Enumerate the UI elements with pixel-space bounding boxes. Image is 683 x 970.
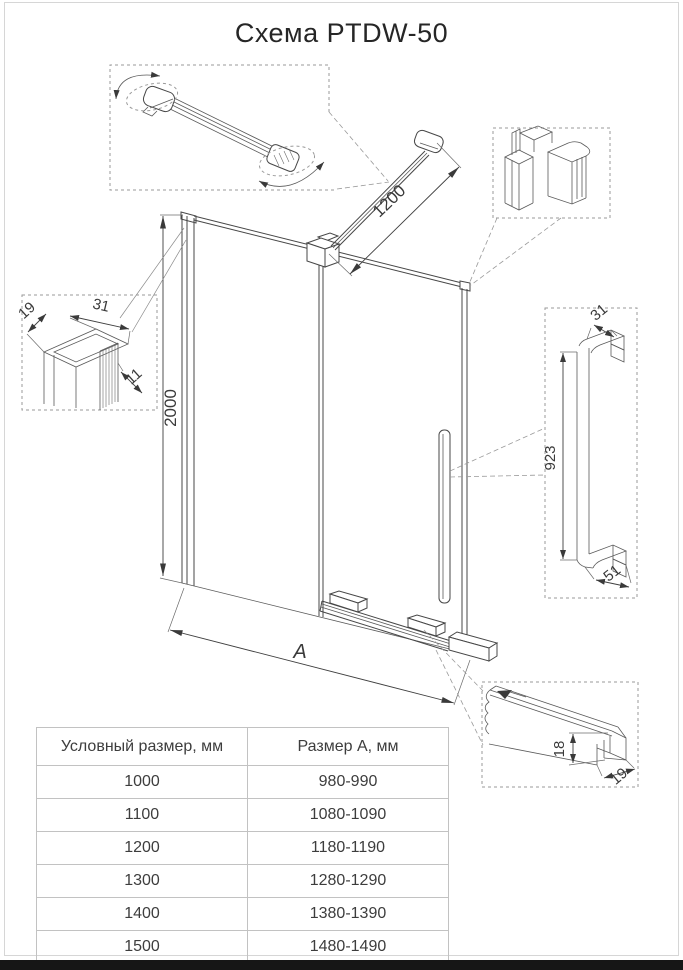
dim-handle-len xyxy=(542,352,577,560)
dim-wp-depth xyxy=(15,299,46,352)
table-cell: 1480-1490 xyxy=(248,931,449,964)
table-row xyxy=(37,799,449,832)
dim-rail-w xyxy=(597,760,635,788)
dim-1200 xyxy=(329,143,461,276)
table-row xyxy=(37,898,449,931)
handle-drawing xyxy=(577,330,626,577)
bar-wall-mount xyxy=(413,129,445,155)
table-cell: 980-990 xyxy=(248,766,449,799)
bottom-rail xyxy=(320,601,497,661)
table-cell: 1500 xyxy=(37,931,248,964)
detail-seal-inset xyxy=(469,126,610,285)
detail-wall-profile-inset xyxy=(15,228,186,410)
dim-rail-w-label: 19 xyxy=(607,764,631,789)
dim-2000-label: 2000 xyxy=(161,389,180,427)
dim-rail-h-label: 18 xyxy=(551,740,568,758)
dim-handle-len-label: 923 xyxy=(542,445,559,471)
bar-clamp xyxy=(307,233,339,267)
table-header-nominal: Условный размер, мм xyxy=(37,728,248,766)
slide-direction-arrow xyxy=(497,690,512,699)
table-row xyxy=(37,865,449,898)
table-cell: 1100 xyxy=(37,799,248,832)
bar-clamp-end xyxy=(141,84,176,113)
window-bottom-edge xyxy=(0,960,683,970)
dim-wp-width-label: 31 xyxy=(90,295,112,316)
roller-end xyxy=(265,143,300,173)
table-cell: 1180-1190 xyxy=(248,832,449,865)
table-row xyxy=(37,931,449,964)
dim-wp-glass xyxy=(118,363,145,393)
dim-handle-cap-label: 31 xyxy=(587,300,611,325)
table-cell: 1280-1290 xyxy=(248,865,449,898)
page-title: Схема PTDW-50 xyxy=(234,18,449,48)
table-cell: 1400 xyxy=(37,898,248,931)
table-row xyxy=(37,766,449,799)
table-cell: 1200 xyxy=(37,832,248,865)
table-cell: 1000 xyxy=(37,766,248,799)
dim-2000 xyxy=(160,215,183,583)
door-edge xyxy=(319,252,323,617)
main-drawing xyxy=(160,129,497,705)
dim-handle-base xyxy=(585,562,631,587)
dim-wp-glass-label: 11 xyxy=(122,365,146,389)
detail-rotation-inset xyxy=(110,65,389,190)
dim-wp-depth-label: 19 xyxy=(15,298,39,323)
table-cell: 1300 xyxy=(37,865,248,898)
table-header-size-a: Размер А, мм xyxy=(248,728,449,766)
table-cell: 1380-1390 xyxy=(248,898,449,931)
table-row xyxy=(37,832,449,865)
guide-block-1 xyxy=(330,591,367,612)
table-header-row xyxy=(37,728,449,766)
detail-rail-inset xyxy=(424,630,638,788)
detail-handle-inset xyxy=(450,301,637,598)
dim-1200-label: 1200 xyxy=(368,181,410,222)
dim-handle-base-label: 51 xyxy=(600,561,625,586)
door-handle xyxy=(439,430,450,603)
wall-profile xyxy=(181,212,196,586)
dim-a-label: A xyxy=(293,641,307,663)
size-table xyxy=(36,727,449,964)
table-cell: 1080-1090 xyxy=(248,799,449,832)
